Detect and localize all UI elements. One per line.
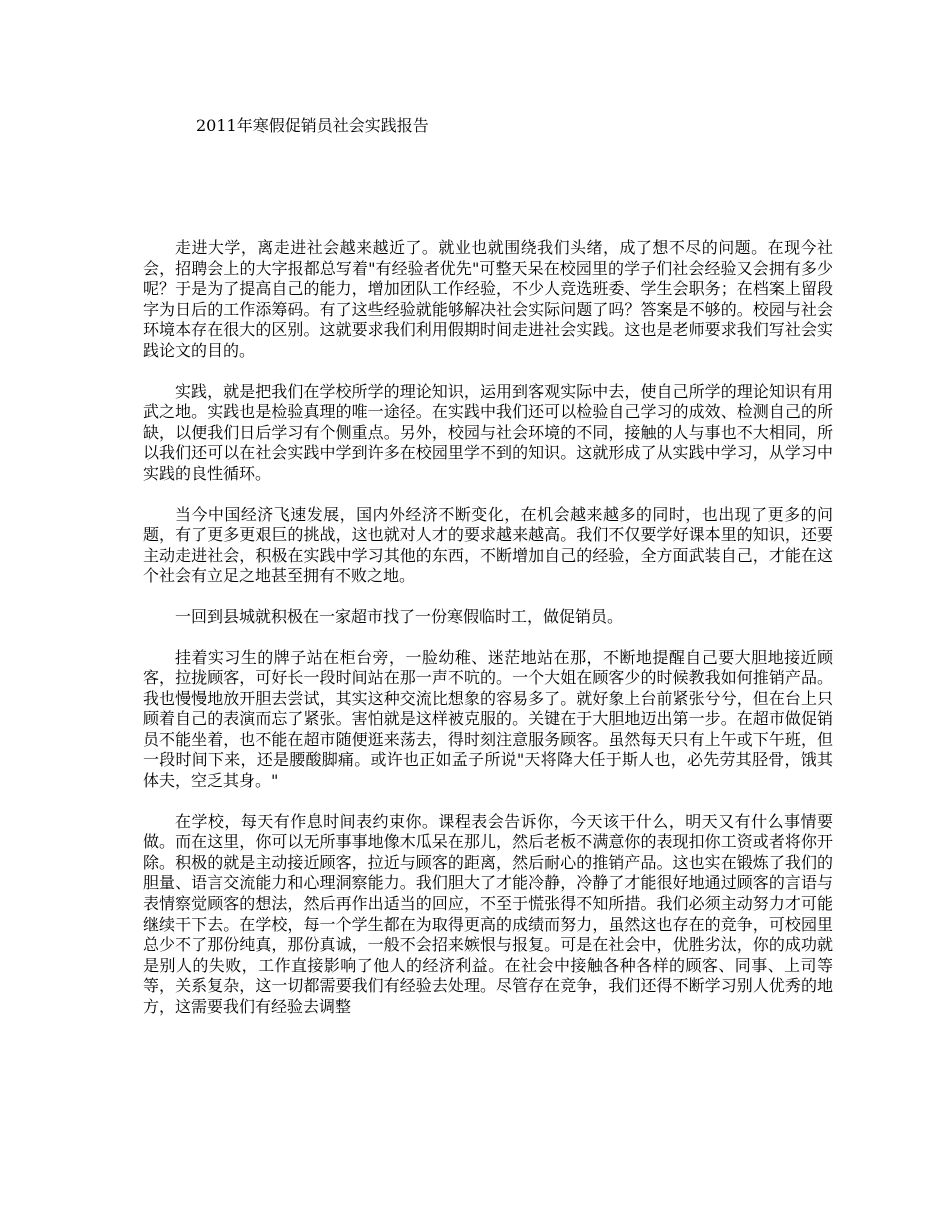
paragraph-3: 当今中国经济飞速发展，国内外经济不断变化，在机会越来越多的同时，也出现了更多的问题，有了更多更艰巨的挑战，这也就对人才的要求越来越高。我们不仅要学好课本里的知识，还要主动走进社会，积极在实践中学习其他的东西，不断增加自己的经验，全方面武装自己，才能在这个社会有立足之地甚至拥有不败之地。 — [143, 504, 833, 586]
document-body — [143, 238, 833, 1038]
document-title: 2011年寒假促销员社会实践报告 — [196, 116, 429, 135]
paragraph-1: 走进大学，离走进社会越来越近了。就业也就围绕我们头绪，成了想不尽的问题。在现今社会，招聘会上的大字报都总写着"有经验者优先"可整天呆在校园里的学子们社会经验又会拥有多少呢？于是为了提高自己的能力，增加团队工作经验，不少人竞选班委、学生会职务；在档案上留段字为日后的工作添筹码。有了这些经验就能够解决社会实际问题了吗？答案是不够的。校园与社会环境本存在很大的区别。这就要求我们利用假期时间走进社会实践。这也是老师要求我们写社会实践论文的目的。 — [143, 238, 833, 360]
paragraph-5: 挂着实习生的牌子站在柜台旁，一脸幼稚、迷茫地站在那，不断地提醒自己要大胆地接近顾客，拉拢顾客，可好长一段时间站在那一声不吭的。一个大姐在顾客少的时候教我如何推销产品。我也慢慢地放开胆去尝试，其实这种交流比想象的容易多了。就好象上台前紧张兮兮，但在台上只顾着自己的表演而忘了紧张。害怕就是这样被克服的。关键在于大胆地迈出第一步。在超市做促销员不能坐着，也不能在超市随便逛来荡去，得时刻注意服务顾客。虽然每天只有上午或下午班，但一段时间下来，还是腰酸脚痛。或许也正如孟子所说"天将降大任于斯人也，必先劳其胫骨，饿其体夫，空乏其身。" — [143, 647, 833, 791]
paragraph-2: 实践，就是把我们在学校所学的理论知识，运用到客观实际中去，使自己所学的理论知识有用武之地。实践也是检验真理的唯一途径。在实践中我们还可以检验自己学习的成效、检测自己的所缺，以便我们日后学习有个侧重点。另外，校园与社会环境的不同，接触的人与事也不大相同，所以我们还可以在社会实践中学到许多在校园里学不到的知识。这就形成了从实践中学习，从学习中实践的良性循环。 — [143, 381, 833, 483]
paragraph-6: 在学校，每天有作息时间表约束你。课程表会告诉你，今天该干什么，明天又有什么事情要做。而在这里，你可以无所事事地像木瓜呆在那儿，然后老板不满意你的表现扣你工资或者将你开除。积极的就是主动接近顾客，拉近与顾客的距离，然后耐心的推销产品。这也实在锻炼了我们的胆量、语言交流能力和心理洞察能力。我们胆大了才能冷静，冷静了才能很好地通过顾客的言语与表情察觉顾客的想法，然后再作出适当的回应，不至于慌张得不知所措。我们必须主动努力才可能继续干下去。在学校，每一个学生都在为取得更高的成绩而努力，虽然这也存在的竞争，可校园里总少不了那份纯真，那份真诚，一般不会招来嫉恨与报复。可是在社会中，优胜劣汰，你的成功就是别人的失败，工作直接影响了他人的经济利益。在社会中接触各种各样的顾客、同事、上司等等，关系复杂，这一切都需要我们有经验去处理。尽管存在竞争，我们还得不断学习别人优秀的地方，这需要我们有经验去调整 — [143, 811, 833, 1016]
paragraph-4: 一回到县城就积极在一家超市找了一份寒假临时工，做促销员。 — [175, 606, 624, 626]
